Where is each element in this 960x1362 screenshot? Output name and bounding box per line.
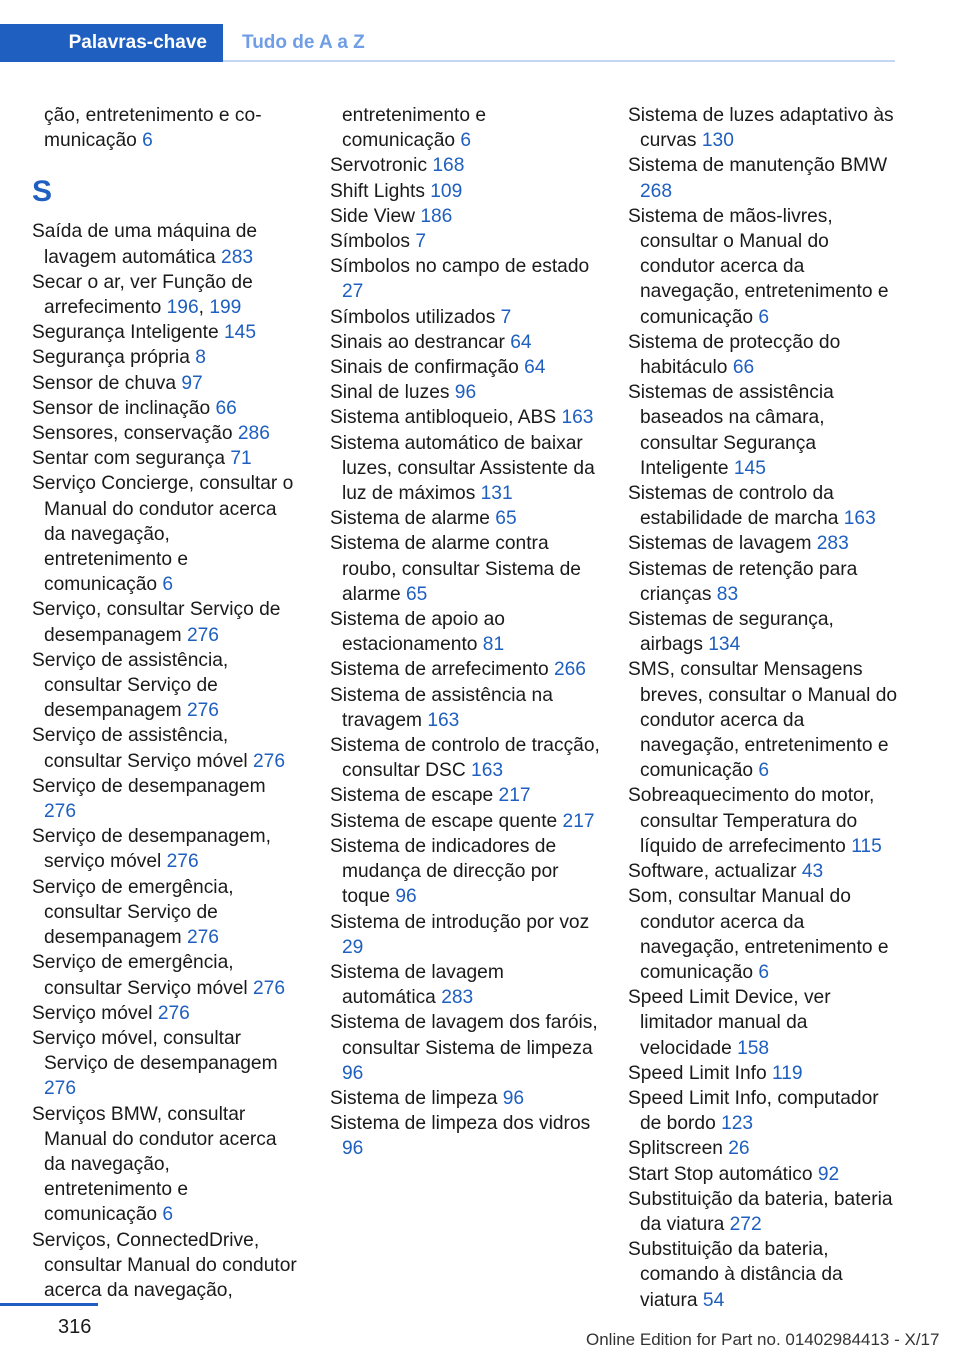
edition-text: Online Edition for Part no. 01402984413 - X/17 xyxy=(586,1330,940,1349)
page-link[interactable]: 283 xyxy=(221,246,254,268)
page-link[interactable]: 276 xyxy=(186,624,219,646)
index-entry xyxy=(628,1086,898,1136)
header-divider xyxy=(223,60,895,62)
entry-text: Secar o ar, ver Função de arrefecimento xyxy=(32,271,253,319)
entry-text: Segurança Inteligente xyxy=(32,322,225,344)
index-entry xyxy=(32,824,302,874)
entry-text: Serviço, consultar Serviço de desempanagem xyxy=(32,599,281,646)
page-link[interactable]: 276 xyxy=(44,1078,77,1100)
entry-text: Substituição da bateria, bateria da viatura xyxy=(628,1188,893,1235)
page-link[interactable]: 163 xyxy=(561,407,594,429)
entry-text: Serviços, ConnectedDrive, consultar Manual do condutor acerca da navegação, xyxy=(32,1229,297,1301)
entry-text: Sistema de escape xyxy=(330,785,499,807)
page-link[interactable]: 199 xyxy=(209,297,242,319)
entry-text: Serviços BMW, consultar Manual do condutor acerca da navegação, entretenimento e comunicação xyxy=(32,1103,277,1226)
entry-text: Sistema de escape quente xyxy=(330,810,563,832)
entry-text: Sistema antibloqueio, ABS xyxy=(330,407,562,429)
page-link[interactable]: 71 xyxy=(230,448,252,470)
entry-text: Sobreaquecimento do motor, consultar Temperatura do líquido de arrefecimento xyxy=(628,785,875,857)
index-entry xyxy=(628,1187,898,1237)
index-column-1 xyxy=(32,103,302,1303)
entry-text: Substituição da bateria, comando à distância da viatura xyxy=(628,1239,843,1311)
page-link[interactable]: 6 xyxy=(758,306,770,328)
entry-text: Sistema de arrefecimento xyxy=(330,659,554,681)
page-link[interactable]: 130 xyxy=(701,130,734,152)
index-entry xyxy=(628,1136,898,1161)
continued-entry xyxy=(32,103,302,153)
entry-text: Sistemas de controlo da estabilidade de marcha xyxy=(628,483,844,530)
index-entry xyxy=(628,985,898,1061)
index-entry xyxy=(330,204,600,229)
page-link[interactable]: 276 xyxy=(186,927,219,949)
entry-text: Serviço móvel, consultar Serviço de desempanagem xyxy=(32,1027,278,1075)
index-entry: Secar o ar, ver Função de arrefecimento 196, 199 xyxy=(32,271,253,319)
entry-text: Side View xyxy=(330,205,421,227)
index-entry xyxy=(628,1237,898,1313)
page-link[interactable]: 283 xyxy=(816,533,849,555)
index-entry-continued xyxy=(32,103,302,128)
index-entry xyxy=(32,371,302,396)
page-link[interactable]: 145 xyxy=(733,457,766,479)
index-entry xyxy=(628,884,898,985)
entry-text: Start Stop automático xyxy=(628,1163,818,1185)
entry-text: Sistemas de assistência baseados na câmara, consultar Segurança Inteligente xyxy=(628,382,834,479)
page-link[interactable]: 64 xyxy=(524,357,546,379)
entry-text: Sinal de luzes xyxy=(330,382,455,404)
entry-text: Servotronic xyxy=(330,155,433,177)
page-link[interactable]: 96 xyxy=(342,1138,364,1160)
index-entry xyxy=(32,219,302,269)
entry-text: Serviço de assistência, consultar Serviço móvel xyxy=(32,725,254,772)
index-entry xyxy=(628,204,898,330)
index-entry xyxy=(32,396,302,421)
entry-text: Sistema de limpeza xyxy=(330,1087,503,1109)
entry-text: Sistema de introdução por voz xyxy=(330,911,590,933)
index-entry xyxy=(32,1102,302,1228)
page-link[interactable]: 217 xyxy=(562,810,595,832)
entry-text: Sistema de indicadores de mudança de direcção por toque xyxy=(330,835,559,908)
index-entry xyxy=(628,783,898,859)
entry-text: Sistema de controlo de tracção, consultar DSC xyxy=(330,735,600,782)
tab-a-to-z[interactable]: Tudo de A a Z xyxy=(242,32,365,53)
page-link[interactable]: 7 xyxy=(415,231,426,253)
page-link[interactable]: 27 xyxy=(342,281,364,303)
entry-text: Símbolos no campo de estado xyxy=(330,256,590,278)
page-link[interactable]: 6 xyxy=(162,574,174,596)
page-link[interactable]: 64 xyxy=(510,331,532,353)
entry-text: Shift Lights xyxy=(330,180,431,202)
entry-text: Sistemas de segurança, airbags xyxy=(628,609,834,656)
entry-text: Serviço de assistência, consultar Serviço de desempanagem xyxy=(32,649,229,722)
entry-text: municação xyxy=(44,130,143,152)
index-entry xyxy=(32,471,302,597)
index-entry xyxy=(32,1228,302,1304)
entry-text: entretenimento e comunicação xyxy=(342,105,486,152)
entry-text: Sistema de limpeza dos vidros xyxy=(330,1113,591,1135)
entry-text: Speed Limit Device, ver limitador manual da velocidade xyxy=(628,987,831,1059)
entry-text: SMS, consultar Mensagens breves, consultar o Manual do condutor acerca da navegação, entretenimento e comunicação xyxy=(628,659,898,782)
entry-text: Saída de uma máquina de lavagem automática xyxy=(32,221,258,268)
section-letter: S xyxy=(32,175,53,209)
index-entry xyxy=(32,446,302,471)
index-entry xyxy=(330,1086,600,1111)
entry-text: Sensor de inclinação xyxy=(32,397,216,419)
index-entry xyxy=(330,405,600,430)
header-tabs xyxy=(0,24,895,62)
page-link[interactable]: 276 xyxy=(157,1002,190,1024)
index-entry xyxy=(32,345,302,370)
page-link[interactable]: 266 xyxy=(553,659,586,681)
entry-text: Splitscreen xyxy=(628,1138,729,1160)
index-entry xyxy=(330,733,600,783)
page-link[interactable]: 54 xyxy=(702,1289,725,1311)
index-entry xyxy=(628,481,898,531)
page-link[interactable]: 158 xyxy=(737,1037,770,1059)
page-link[interactable]: 92 xyxy=(817,1163,840,1185)
footer-bar xyxy=(0,1303,98,1306)
index-entry xyxy=(330,229,600,254)
page-number: 316 xyxy=(58,1316,92,1338)
index-entry xyxy=(330,380,600,405)
page-link[interactable]: 163 xyxy=(427,709,460,731)
page-link[interactable]: 196 xyxy=(166,297,199,319)
page-link[interactable]: 6 xyxy=(460,130,472,152)
index-entry xyxy=(32,320,302,345)
entry-text: Sistema de luzes adaptativo às curvas xyxy=(628,105,894,152)
page-link[interactable]: 6 xyxy=(162,1204,174,1226)
entry-text: Sistema de lavagem automática xyxy=(330,961,504,1009)
page-link[interactable]: 276 xyxy=(186,700,219,722)
page-link[interactable]: 26 xyxy=(728,1138,750,1160)
index-entry xyxy=(330,1010,600,1086)
index-entry xyxy=(330,809,600,834)
page-link[interactable]: 276 xyxy=(44,801,77,823)
page-link[interactable]: 115 xyxy=(851,835,882,857)
entry-text: Sistema de apoio ao estacionamento xyxy=(330,609,505,656)
index-entry xyxy=(330,355,600,380)
index-entry xyxy=(330,305,600,330)
page-link[interactable]: 268 xyxy=(640,180,673,202)
entry-text: Sistemas de retenção para crianças xyxy=(628,558,858,605)
entry-text: Sistema automático de baixar luzes, consultar Assistente da luz de máximos xyxy=(330,432,595,505)
index-entry xyxy=(330,607,600,657)
entry-text: Sistema de assistência na travagem xyxy=(330,684,553,731)
page-link[interactable]: 134 xyxy=(708,634,741,656)
index-entry xyxy=(330,254,600,304)
page-link[interactable]: 163 xyxy=(843,508,876,530)
page-link[interactable]: 109 xyxy=(430,180,463,202)
entry-text: Sensor de chuva xyxy=(32,372,182,394)
entry-text: Serviço de emergência, consultar Serviço de desempanagem xyxy=(32,876,234,949)
page-link[interactable]: 83 xyxy=(716,583,739,605)
index-entry xyxy=(628,531,898,556)
entry-text: Sistema de manutenção BMW xyxy=(628,155,888,177)
page-link[interactable]: 123 xyxy=(721,1113,754,1135)
entry-text: Sistema de mãos-livres, consultar o Manual do condutor acerca da navegação, entretenimento e comunicação xyxy=(628,205,889,328)
entry-text: Speed Limit Info, computador de bordo xyxy=(628,1087,879,1135)
entry-text: Sensores, conservação xyxy=(32,423,238,445)
index-entry xyxy=(330,531,600,607)
page-link[interactable]: 81 xyxy=(482,634,505,656)
index-entry xyxy=(330,960,600,1010)
entry-text: Sinais ao destrancar xyxy=(330,331,511,353)
entry-text: Serviço de desempanagem, serviço móvel xyxy=(32,826,271,873)
index-entry-continued xyxy=(32,128,302,153)
index-entry xyxy=(628,1061,898,1086)
entry-text: Símbolos utilizados xyxy=(330,306,501,328)
index-list-2 xyxy=(330,103,600,1162)
index-entry xyxy=(628,380,898,481)
index-entry xyxy=(32,723,302,773)
index-entry xyxy=(330,103,600,153)
page-link[interactable]: 168 xyxy=(432,155,465,177)
index-entry xyxy=(330,330,600,355)
page-link[interactable]: 29 xyxy=(342,936,364,958)
index-entry xyxy=(330,431,600,507)
page-link[interactable]: 217 xyxy=(498,785,531,807)
index-entry xyxy=(32,421,302,446)
page-link[interactable]: 65 xyxy=(495,508,517,530)
page-link[interactable]: 145 xyxy=(224,322,257,344)
entry-text: Sistema de alarme contra roubo, consultar Sistema de alarme xyxy=(330,533,581,605)
index-entry xyxy=(628,1162,898,1187)
entry-text: Sistema de alarme xyxy=(330,508,496,530)
page-link[interactable]: 96 xyxy=(454,382,477,404)
page-link[interactable]: 97 xyxy=(181,372,203,394)
entry-text: Sistema de lavagem dos faróis, consultar Sistema de limpeza xyxy=(330,1012,598,1059)
entry-text: Software, actualizar xyxy=(628,861,802,883)
page-link[interactable]: 6 xyxy=(758,760,770,782)
index-list-3 xyxy=(628,103,898,1313)
index-entry xyxy=(330,834,600,910)
page-link[interactable]: 8 xyxy=(195,347,206,369)
index-entry xyxy=(628,330,898,380)
index-entry xyxy=(330,179,600,204)
page-link[interactable]: 276 xyxy=(253,977,286,999)
index-entry xyxy=(628,859,898,884)
page-link[interactable]: 96 xyxy=(502,1087,525,1109)
page-link[interactable]: 6 xyxy=(758,961,770,983)
page-link[interactable]: 163 xyxy=(471,760,504,782)
index-entry xyxy=(32,1026,302,1102)
entry-text: Símbolos xyxy=(330,231,416,253)
page-link[interactable]: 7 xyxy=(500,306,512,328)
index-column-2 xyxy=(330,103,600,1162)
index-entry xyxy=(32,1001,302,1026)
index-list-1 xyxy=(32,219,302,1303)
entry-text: Som, consultar Manual do condutor acerca da navegação, entretenimento e comunicação xyxy=(628,886,889,983)
page-link[interactable]: 131 xyxy=(480,483,513,505)
entry-text: Segurança própria xyxy=(32,347,196,369)
index-entry xyxy=(330,506,600,531)
index-entry xyxy=(32,875,302,951)
entry-text: Serviço de emergência, consultar Serviço móvel xyxy=(32,952,254,999)
page-link[interactable]: 66 xyxy=(215,397,237,419)
page-link[interactable]: 6 xyxy=(142,130,153,152)
page-link[interactable]: 276 xyxy=(253,750,286,772)
entry-text: Serviço de desempanagem xyxy=(32,775,266,797)
index-entry xyxy=(330,1111,600,1161)
page-link[interactable]: 276 xyxy=(166,851,199,873)
entry-text: Serviço móvel xyxy=(32,1002,158,1024)
index-entry xyxy=(628,103,898,153)
page-link[interactable]: 43 xyxy=(801,861,824,883)
page-link[interactable]: 119 xyxy=(772,1062,803,1084)
page-link[interactable]: 96 xyxy=(342,1062,364,1084)
tab-keywords[interactable]: Palavras-chave xyxy=(0,24,223,62)
index-entry xyxy=(330,153,600,178)
page-link[interactable]: 186 xyxy=(420,205,453,227)
index-entry xyxy=(330,783,600,808)
index-entry xyxy=(330,910,600,960)
index-entry xyxy=(628,153,898,203)
index-entry xyxy=(628,657,898,783)
index-entry xyxy=(330,683,600,733)
entry-text: Speed Limit Info xyxy=(628,1062,772,1084)
entry-text: Sistema de protecção do habitáculo xyxy=(628,331,841,379)
page-link[interactable]: 66 xyxy=(732,357,755,379)
page-link[interactable]: 272 xyxy=(729,1213,762,1235)
index-column-3 xyxy=(628,103,898,1313)
entry-text: ção, entretenimento e co- xyxy=(44,105,262,126)
index-entry xyxy=(32,950,302,1000)
entry-text: Serviço Concierge, consultar o Manual do condutor acerca da navegação, entretenimento e comunicação xyxy=(32,473,294,596)
page-link[interactable]: 65 xyxy=(405,583,428,605)
index-entry xyxy=(628,607,898,657)
entry-text: Sentar com segurança xyxy=(32,448,231,470)
index-entry xyxy=(32,648,302,724)
index-entry xyxy=(32,774,302,824)
index-entry xyxy=(32,597,302,647)
page-link[interactable]: 283 xyxy=(441,987,474,1009)
index-entry xyxy=(330,657,600,682)
index-entry xyxy=(628,557,898,607)
entry-text: Sistemas de lavagem xyxy=(628,533,817,555)
entry-text: Sinais de confirmação xyxy=(330,357,525,379)
page-link[interactable]: 286 xyxy=(237,423,270,445)
page-link[interactable]: 96 xyxy=(395,886,417,908)
